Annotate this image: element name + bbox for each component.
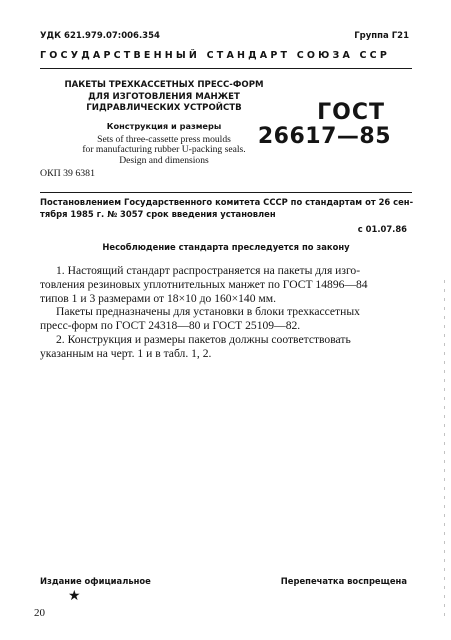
decree-line-1: Постановлением Государственного комитета СССР по стандартам от 26 сен- (40, 197, 414, 207)
body-line-6: 2. Конструкция и размеры пакетов должны соответствовать (56, 332, 351, 346)
decree-divider (40, 192, 412, 193)
title-line-1: ПАКЕТЫ ТРЕХКАССЕТНЫХ ПРЕСС-ФОРМ (64, 80, 264, 90)
body-line-4: Пакеты предназначены для установки в блоки трехкассетных (56, 305, 360, 319)
page-number: 20 (34, 607, 45, 619)
body-line-7: указанным на черт. 1 и в табл. 1, 2. (40, 346, 212, 360)
violation-notice: Несоблюдение стандарта преследуется по закону (102, 242, 350, 252)
scan-edge-mark (444, 280, 445, 620)
body-line-1: 1. Настоящий стандарт распространяется на пакеты для изго- (56, 264, 361, 277)
title-block (40, 80, 288, 166)
body-line-2: товления резиновых уплотнительных манжет по ГОСТ 14896—84 (40, 277, 368, 291)
header-divider (40, 68, 412, 69)
official-edition-label: Издание официальное (40, 576, 151, 586)
english-title-line-3: Design and dimensions (119, 154, 209, 166)
okp-code: ОКП 39 6381 (40, 168, 95, 179)
body-text (40, 264, 412, 361)
body-line-3: типов 1 и 3 размерами от 18×10 до 160×140 мм. (40, 291, 276, 305)
gost-number: 26617—85 (257, 124, 391, 149)
decree-text (40, 196, 412, 220)
body-line-5: пресс-форм по ГОСТ 24318—80 и ГОСТ 25109—82. (40, 319, 301, 333)
english-title-line-1: Sets of three-cassette press moulds (97, 133, 231, 145)
effective-date: с 01.07.86 (357, 224, 407, 234)
gost-label: ГОСТ (317, 100, 385, 125)
english-title (40, 135, 288, 167)
title-subtitle: Конструкция и размеры (106, 120, 222, 131)
reprint-prohibited-label: Перепечатка воспрещена (280, 576, 407, 586)
udk-code: УДК 621.979.07:006.354 (40, 31, 160, 41)
title-line-3: ГИДРАВЛИЧЕСКИХ УСТРОЙСТВ (86, 103, 242, 113)
english-title-line-2: for manufacturing rubber U-packing seals. (82, 144, 246, 155)
state-standard-banner: ГОСУДАРСТВЕННЫЙ СТАНДАРТ СОЮЗА ССР (40, 50, 391, 61)
group-code: Группа Г21 (354, 31, 409, 41)
star-icon: ★ (68, 589, 81, 604)
decree-line-2: тября 1985 г. № 3057 срок введения установлен (40, 209, 276, 219)
title-line-2: ДЛЯ ИЗГОТОВЛЕНИЯ МАНЖЕТ (88, 91, 240, 102)
